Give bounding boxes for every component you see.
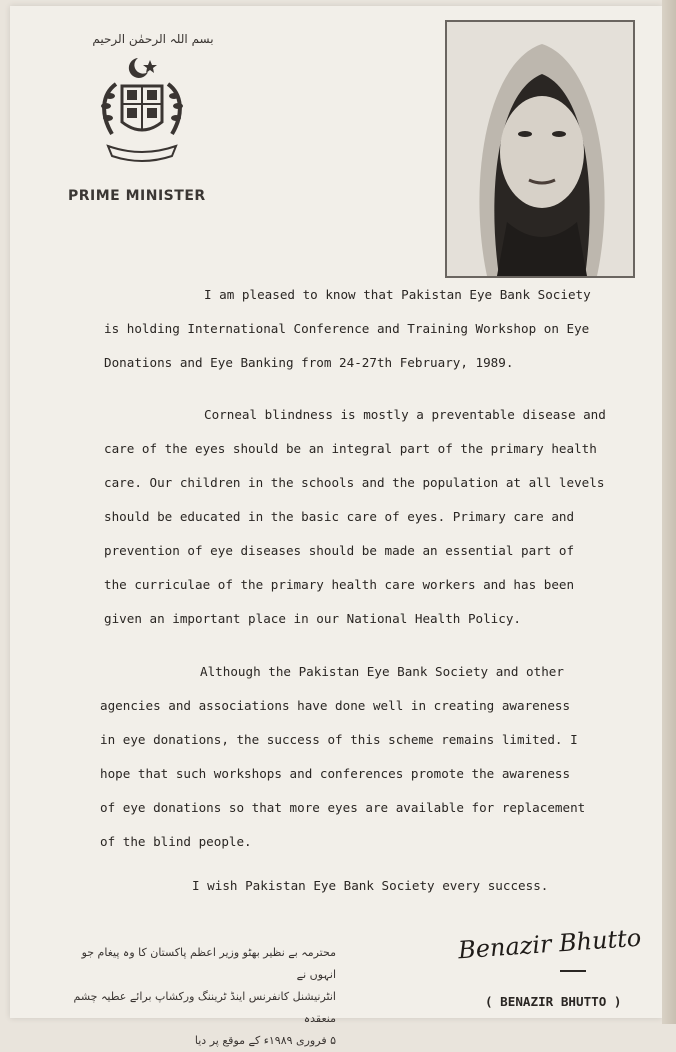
portrait-photo bbox=[445, 20, 635, 278]
paragraph-line: hope that such workshops and conferences promote the awareness bbox=[100, 766, 571, 781]
paragraph-line: care of the eyes should be an integral part of the primary health bbox=[104, 441, 597, 456]
urdu-note-line: ۵ فروری ۱۹۸۹ء کے موقع پر دیا bbox=[194, 1034, 336, 1047]
closing-line: I wish Pakistan Eye Bank Society every success. bbox=[192, 878, 549, 893]
paragraph-line: Donations and Eye Banking from 24-27th February, 1989. bbox=[104, 355, 514, 370]
paragraph-line: I am pleased to know that Pakistan Eye Bank Society bbox=[204, 287, 591, 302]
state-emblem-icon bbox=[94, 54, 190, 172]
page-edge bbox=[662, 0, 676, 1024]
paragraph-line: agencies and associations have done well in creating awareness bbox=[100, 698, 571, 713]
bismillah-text: بسم اللہ الرحمٰن الرحیم bbox=[92, 32, 214, 46]
urdu-note bbox=[66, 942, 336, 1052]
paragraph-line: the curriculae of the primary health care workers and has been bbox=[104, 577, 575, 592]
paragraph-line: given an important place in our National Health Policy. bbox=[104, 611, 522, 626]
paragraph-3 bbox=[100, 655, 620, 859]
paragraph-line: in eye donations, the success of this scheme remains limited. I bbox=[100, 732, 578, 747]
handwritten-signature: Benazir Bhutto bbox=[457, 923, 643, 965]
paragraph-line: care. Our children in the schools and the population at all levels bbox=[104, 475, 605, 490]
prime-minister-title: PRIME MINISTER bbox=[68, 188, 206, 204]
paragraph-line: Although the Pakistan Eye Bank Society and other bbox=[200, 664, 564, 679]
paragraph-line: of eye donations so that more eyes are available for replacement bbox=[100, 800, 586, 815]
signatory-name: ( BENAZIR BHUTTO ) bbox=[485, 994, 622, 1009]
urdu-note-line: محترمہ بے نظیر بھٹو وزیر اعظم پاکستان کا وہ پیغام جو انہوں نے bbox=[81, 946, 336, 981]
paragraph-1 bbox=[104, 278, 624, 380]
paragraph-line: of the blind people. bbox=[100, 834, 252, 849]
paragraph-line: should be educated in the basic care of eyes. Primary care and bbox=[104, 509, 575, 524]
signature-dash bbox=[560, 970, 586, 972]
paragraph-line: is holding International Conference and Training Workshop on Eye bbox=[104, 321, 590, 336]
paragraph-line: Corneal blindness is mostly a preventable disease and bbox=[204, 407, 606, 422]
paragraph-line: prevention of eye diseases should be made an essential part of bbox=[104, 543, 575, 558]
paragraph-2 bbox=[104, 398, 624, 636]
urdu-note-line: انٹرنیشنل کانفرنس اینڈ ٹریننگ ورکشاپ برائے عطیہ چشم منعقدہ bbox=[73, 990, 336, 1025]
